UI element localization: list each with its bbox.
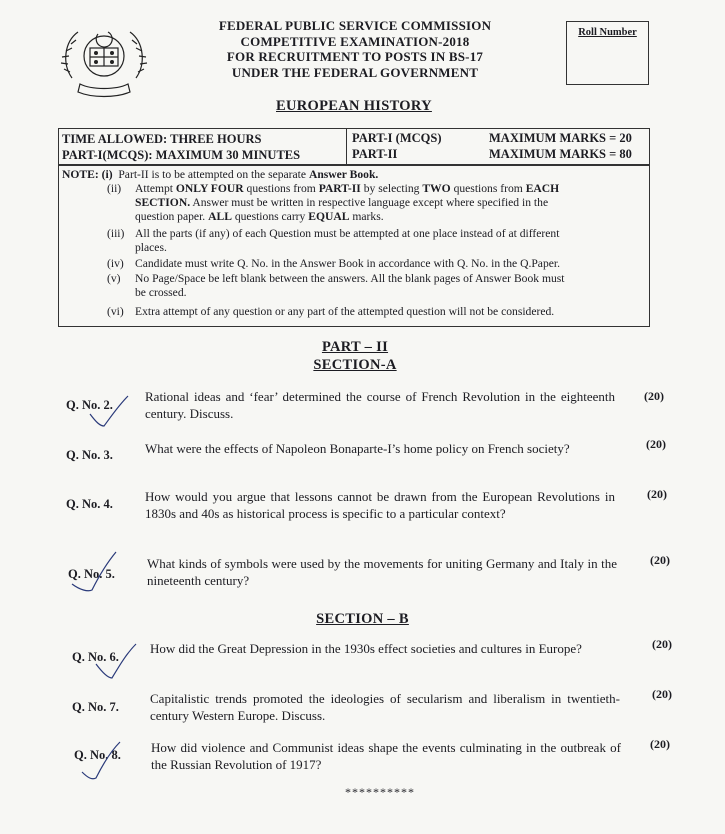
- note-2-line-2: [135, 196, 548, 209]
- question-text: How did violence and Communist ideas shape the events culminating in the outbreak of the Russian Revolution of 1917?: [151, 740, 621, 772]
- note-1: [62, 168, 378, 181]
- section-b-heading: SECTION – B: [316, 611, 409, 627]
- question-marks: (20): [647, 487, 667, 501]
- roll-number-label: Roll Number: [578, 27, 637, 38]
- exam-header: [190, 18, 520, 80]
- question-marks: (20): [652, 687, 672, 701]
- n2l: ALL: [208, 210, 232, 223]
- question-marks: (20): [646, 437, 666, 451]
- question-marks: (20): [650, 553, 670, 567]
- note-2-num: (ii): [107, 182, 122, 195]
- part1-time: PART-I(MCQS): MAXIMUM 30 MINUTES: [62, 148, 301, 162]
- instructions-box: [58, 164, 650, 327]
- subject-title: EUROPEAN HISTORY: [276, 98, 432, 114]
- n2e: by selecting: [360, 182, 423, 195]
- note-4-num: (iv): [107, 257, 124, 270]
- note-6-num: (vi): [107, 305, 124, 318]
- question-text: What kinds of symbols were used by the movements for uniting Germany and Italy in the nineteenth century?: [147, 556, 617, 588]
- question-number: Q. No. 6.: [72, 650, 119, 664]
- question-number: Q. No. 4.: [66, 497, 113, 511]
- note-1-bold: Answer Book.: [308, 168, 379, 181]
- note-2-line-3: [135, 210, 384, 223]
- part2-label: PART-II: [352, 147, 398, 161]
- n2m: questions carry: [231, 210, 309, 223]
- n2c: questions from: [243, 182, 319, 195]
- question-text: How did the Great Depression in the 1930s effect societies and cultures in Europe?: [150, 641, 582, 656]
- note-2-line-1: [135, 182, 559, 195]
- n2i: SECTION.: [135, 196, 191, 209]
- pen-tick-icon: [86, 392, 132, 432]
- pen-tick-icon: [68, 548, 124, 598]
- pen-tick-icon: [76, 738, 126, 784]
- roll-number-box[interactable]: [566, 21, 649, 85]
- note-4-text: Candidate must write Q. No. in the Answer Book in accordance with Q. No. in the Q.Paper.: [135, 257, 561, 270]
- note-3-line-2: places.: [135, 241, 167, 254]
- n2k: question paper.: [135, 210, 209, 223]
- note-5-line-2: be crossed.: [135, 286, 187, 299]
- note-1-text: Part-II is to be attempted on the separate: [118, 168, 309, 181]
- question-number: Q. No. 5.: [68, 567, 115, 581]
- part1-marks: MAXIMUM MARKS = 20: [489, 131, 632, 145]
- note-6-text: Extra attempt of any question or any part of the attempted question will not be considered.: [135, 305, 555, 318]
- n2n: EQUAL: [308, 210, 350, 223]
- header-line-1: FEDERAL PUBLIC SERVICE COMMISSION: [218, 18, 492, 33]
- note-3-num: (iii): [107, 227, 125, 240]
- n2b: ONLY FOUR: [175, 182, 244, 195]
- question-number: Q. No. 8.: [74, 748, 121, 762]
- n2a: Attempt: [135, 182, 176, 195]
- question-marks: (20): [644, 389, 664, 403]
- question-marks: (20): [652, 637, 672, 651]
- time-marks-box: [58, 128, 650, 166]
- note-5-line-1: No Page/Space be left blank between the answers. All the blank pages of Answer Book must: [135, 272, 565, 285]
- part2-marks: MAXIMUM MARKS = 80: [489, 147, 632, 161]
- question-number: Q. No. 3.: [66, 448, 113, 462]
- question-text: Capitalistic trends promoted the ideologies of secularism and liberalism in twentieth-century Western Europe. Discuss.: [150, 691, 620, 723]
- question-number: Q. No. 2.: [66, 398, 113, 412]
- note-label: NOTE: (i): [62, 168, 113, 181]
- n2o: marks.: [349, 210, 384, 223]
- info-divider: [346, 129, 347, 165]
- n2j: Answer must be written in respective language except where specified in the: [190, 196, 549, 209]
- note-3-line-1: All the parts (if any) of each Question must be attempted at one place instead of at different: [135, 227, 560, 240]
- part1-label: PART-I (MCQS): [352, 131, 442, 145]
- part-heading: PART – II: [321, 339, 389, 355]
- question-number: Q. No. 7.: [72, 700, 119, 714]
- n2d: PART-II: [318, 182, 361, 195]
- fpsc-emblem-icon: [58, 20, 150, 102]
- section-a-heading: SECTION-A: [313, 357, 397, 373]
- header-line-4: UNDER THE FEDERAL GOVERNMENT: [231, 64, 479, 80]
- header-line-3: FOR RECRUITMENT TO POSTS IN BS-17: [226, 49, 484, 64]
- time-allowed: TIME ALLOWED: THREE HOURS: [62, 132, 262, 146]
- question-marks: (20): [650, 737, 670, 751]
- note-5-num: (v): [107, 272, 121, 285]
- question-text: What were the effects of Napoleon Bonaparte-I’s home policy on French society?: [145, 441, 570, 456]
- n2h: EACH: [525, 182, 560, 195]
- question-text: How would you argue that lessons cannot be drawn from the European Revolutions in 1830s and 40s as historical process is specific to a particular context?: [145, 489, 615, 521]
- n2f: TWO: [422, 182, 451, 195]
- header-line-2: COMPETITIVE EXAMINATION-2018: [240, 33, 470, 49]
- pen-tick-icon: [92, 640, 142, 682]
- n2g: questions from: [450, 182, 526, 195]
- question-text: Rational ideas and ‘fear’ determined the course of French Revolution in the eighteenth century. Discuss.: [145, 389, 615, 421]
- end-marker: **********: [345, 785, 415, 799]
